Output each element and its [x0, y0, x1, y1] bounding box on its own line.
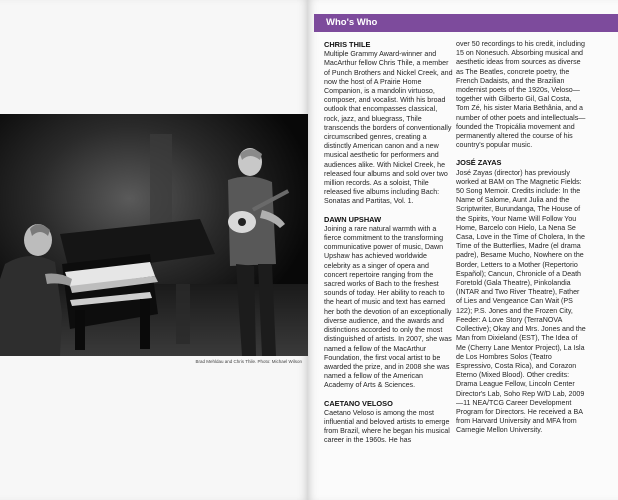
right-page — [308, 0, 618, 500]
text-column-left — [324, 40, 454, 454]
performance-photo — [0, 114, 308, 356]
section-title: Who's Who — [326, 17, 378, 28]
bio-name: DAWN UPSHAW — [324, 214, 382, 224]
bio-chris-thile — [324, 40, 454, 207]
bio-text: José Zayas (director) has previously worked at BAM on The Magnetic Fields: 50 Song Memoir. Credits include: In the Name of Salome, Aunt Julia and the Scriptwriter, Burundanga, The House of the Spirits, Your Name Will Follow You Home, Barcelo con Hielo, La Nena Se Casa, Love in the Time of Cholera, In the Time of the Butterflies, Madre (el drama padre), Besame Mucho, Nowhere on the Border, Letters to a Mother (Repertorio Español); Cancun, Chronicle of a Death Foretold (Gala Theatre), Pinkolandia (INTAR and Two River Theatre), Father of Lies and Vengeance Can Wait (PS 122); P.S. Jones and the Frozen City, Feeder: A Love Story (TerraNOVA Collective); Okay and Mrs. Jones and the Man from Dixieland (EST), The Idea of Me (Cherry Lane Mentor Project), La Isla de Los Hombres Solos (Teatro Espressivo, Costa Rica), and Corazon Eterno (Mixed Blood). Other credits: Drama League Fellow, Lincoln Center Director's Lab, Soho Rep W/D Lab, 2009—11 NEA/TCG Career Development Program for Directors. He received a BA from Harvard University and MFA from Carnegie Mellon University. — [456, 168, 586, 435]
bio-jose-zayas — [456, 158, 586, 435]
bio-name: CAETANO VELOSO — [324, 398, 393, 408]
bio-text-continued: over 50 recordings to his credit, including 15 on Nonesuch. Absorbing musical and aesthetic ideas from sources as diverse as The Beatles, concrete poetry, the French Dadaists, and the Brazilian modernist poets of the 1920s, Veloso—together with Gilberto Gil, Gal Costa, Tom Zé, his sister Maria Bethânia, and a number of other poets and intellectuals—founded the Tropicália movement and permanently altered the course of his country's popular music. — [456, 40, 586, 150]
left-page — [0, 0, 308, 500]
bio-dawn-upshaw — [324, 215, 454, 391]
bio-name: JOSÉ ZAYAS — [456, 158, 502, 168]
photo-caption: Brad Mehldau and Chris Thile. Photo: Michael Wilson — [195, 359, 302, 364]
bio-text: Caetano Veloso is among the most influential and beloved artists to emerge from Brazil, where he began his musical career in the 1960s. He has — [324, 408, 450, 445]
bio-caetano-veloso — [324, 399, 454, 446]
bio-name: CHRIS THILE — [324, 40, 371, 49]
bio-text: Joining a rare natural warmth with a fierce commitment to the transforming communicative power of music, Dawn Upshaw has achieved worldwide celebrity as a singer of opera and concert repertoire ranging from the sacred works of Bach to the freshest sounds of today. Her ability to reach to the heart of music and text has earned her both the devotion of an exceptionally diverse audience, and the awards and distinctions accorded to only the most distinguished of artists. In 2007, she was named a fellow of the MacArthur Foundation, the first vocal artist to be awarded the prize, and in 2008 she was named a fellow of the American Academy of Arts & Sciences. — [324, 224, 452, 390]
section-header-bar — [314, 14, 618, 32]
text-column-right — [456, 40, 586, 444]
photo-illustration — [0, 114, 308, 356]
bio-text: Multiple Grammy Award-winner and MacArthur fellow Chris Thile, a member of Punch Brothers and Nickel Creek, and now the host of A Prairie Home Companion, is a mandolin virtuoso, composer, and vocalist. With his broad outlook that encompasses classical, rock, jazz, and bluegrass, Thile transcends the borders of conventionally circumscribed genres, creating a distinctly American canon and a new musical aesthetic for performers and audiences alike. With Nickel Creek, he released four albums and sold over two million records. As a soloist, Thile released five albums including Bach: Sonatas and Partitas, Vol. 1. — [324, 50, 453, 206]
